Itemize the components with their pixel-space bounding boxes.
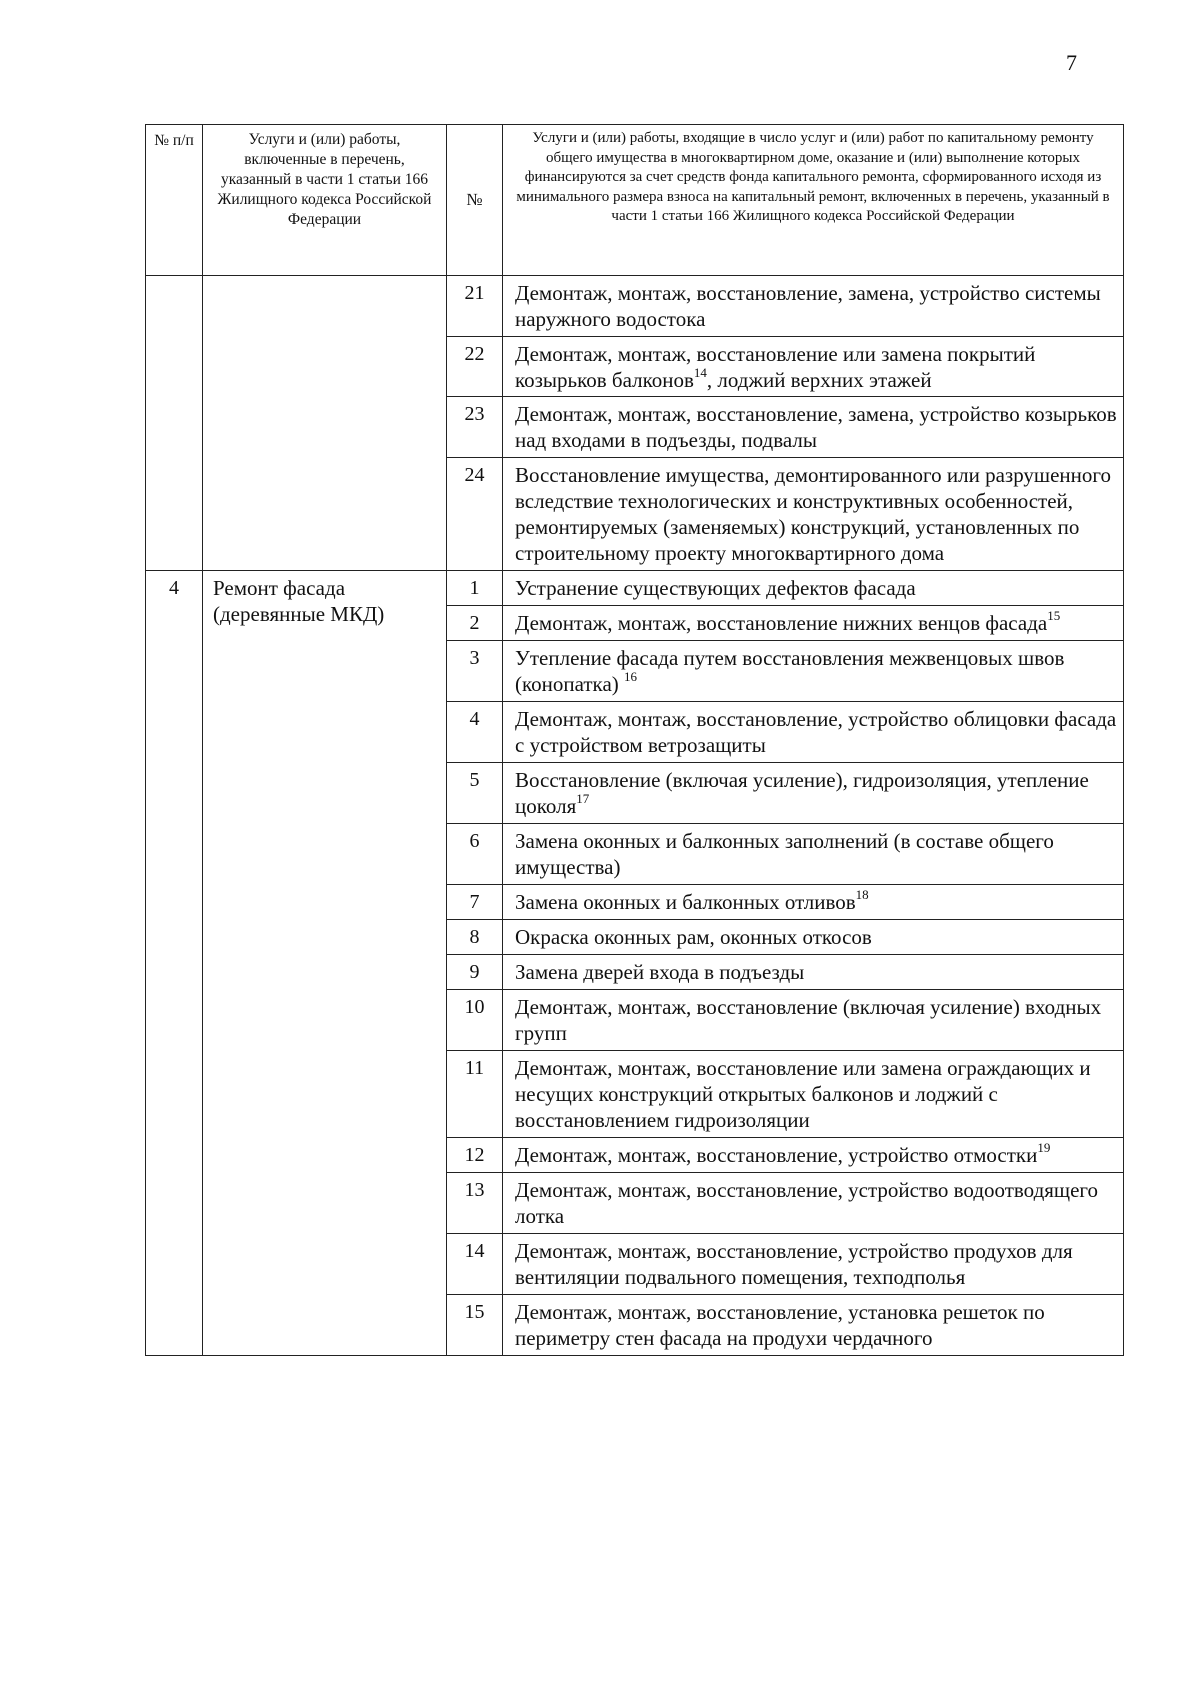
row-description [503,885,1124,920]
row-number: 21 [447,276,503,337]
row-number: 13 [447,1173,503,1234]
header-number: № [447,125,503,276]
row-number: 12 [447,1138,503,1173]
footnote-ref: 16 [624,669,638,684]
row-text: Демонтаж, монтаж, восстановление нижних венцов фасада [515,611,1048,635]
row-description [503,920,1124,955]
row-number: 2 [447,606,503,641]
row-text: Замена оконных и балконных заполнений (в составе общего имущества) [515,829,1054,879]
row-description [503,1234,1124,1295]
section-name: Ремонт фасада (деревянные МКД) [203,571,447,1356]
row-text: Замена оконных и балконных отливов [515,890,856,914]
row-number: 23 [447,397,503,458]
row-text: Демонтаж, монтаж, восстановление, замена, устройство системы наружного водостока [515,281,1101,331]
row-description [503,458,1124,571]
row-text: Демонтаж, монтаж, восстановление, установка решеток по периметру стен фасада на продухи чердачного [515,1300,1045,1350]
row-number: 3 [447,641,503,702]
table-header-row [146,125,1124,276]
row-text: Устранение существующих дефектов фасада [515,576,916,600]
row-text: Восстановление имущества, демонтированного или разрушенного вследствие технологических и конструктивных особенностей, ремонтируемых (заменяемых) конструкций, установленных по строительному проекту многоквартирного дома [515,463,1111,565]
row-number: 22 [447,337,503,397]
section-facade-repair [146,571,1124,1356]
row-text: Восстановление (включая усиление), гидроизоляция, утепление цоколя [515,768,1089,818]
row-number: 7 [447,885,503,920]
footnote-ref: 15 [1047,608,1061,623]
footnote-ref: 14 [693,365,707,380]
row-number: 11 [447,1051,503,1138]
row-text: Демонтаж, монтаж, восстановление, устройство облицовки фасада с устройством ветрозащиты [515,707,1117,757]
row-number: 1 [447,571,503,606]
row-description [503,337,1124,397]
row-text: Демонтаж, монтаж, восстановление или замена покрытий козырьков балконов [515,342,1036,392]
footnote-ref: 18 [855,887,869,902]
table-row [146,276,1124,337]
header-services-detail: Услуги и (или) работы, входящие в число услуг и (или) работ по капитальному ремонту общего имущества в многоквартирном доме, оказание и (или) выполнение которых финансируются за счет средств фонда капитального ремонта, сформированного исходя из минимального размера взноса на капитальный ремонт, включенных в перечень, указанный в части 1 статьи 166 Жилищного кодекса Российской Федерации [503,125,1124,276]
section-number: 4 [146,571,203,1356]
row-text: Демонтаж, монтаж, восстановление, устройство продухов для вентиляции подвального помещения, техподполья [515,1239,1073,1289]
row-description [503,955,1124,990]
section-number-cell-empty [146,276,203,571]
row-text: Демонтаж, монтаж, восстановление, замена, устройство козырьков над входами в подъезды, подвалы [515,402,1117,452]
row-description [503,702,1124,763]
row-description [503,1138,1124,1173]
row-text: Утепление фасада путем восстановления межвенцовых швов (конопатка) [515,646,1065,696]
footnote-ref: 19 [1037,1140,1051,1155]
row-number: 6 [447,824,503,885]
footnote-ref: 17 [576,791,590,806]
section-name-cell-empty [203,276,447,571]
row-description [503,990,1124,1051]
row-number: 9 [447,955,503,990]
row-description [503,571,1124,606]
row-description [503,606,1124,641]
row-description [503,641,1124,702]
row-number: 4 [447,702,503,763]
row-number: 15 [447,1295,503,1356]
row-number: 24 [447,458,503,571]
row-text: Демонтаж, монтаж, восстановление или замена ограждающих и несущих конструкций открытых балконов и лоджий с восстановлением гидроизоляции [515,1056,1091,1132]
row-description [503,397,1124,458]
row-description [503,824,1124,885]
page-number: 7 [1066,50,1077,75]
header-item-number: № п/п [146,125,203,276]
row-text: Демонтаж, монтаж, восстановление, устройство водоотводящего лотка [515,1178,1099,1228]
header-services-list: Услуги и (или) работы, включенные в перечень, указанный в части 1 статьи 166 Жилищного кодекса Российской Федерации [203,125,447,276]
row-description [503,1051,1124,1138]
table-row [146,571,1124,606]
row-description [503,276,1124,337]
row-text-after: , лоджий верхних этажей [706,368,932,392]
row-text: Демонтаж, монтаж, восстановление (включая усиление) входных групп [515,995,1102,1045]
row-text: Окраска оконных рам, оконных откосов [515,925,872,949]
row-text: Демонтаж, монтаж, восстановление, устройство отмостки [515,1143,1038,1167]
row-description [503,763,1124,824]
row-number: 10 [447,990,503,1051]
row-number: 8 [447,920,503,955]
row-number: 5 [447,763,503,824]
row-number: 14 [447,1234,503,1295]
row-text: Замена дверей входа в подъезды [515,960,805,984]
row-description [503,1295,1124,1356]
works-table [145,124,1124,1356]
row-description [503,1173,1124,1234]
